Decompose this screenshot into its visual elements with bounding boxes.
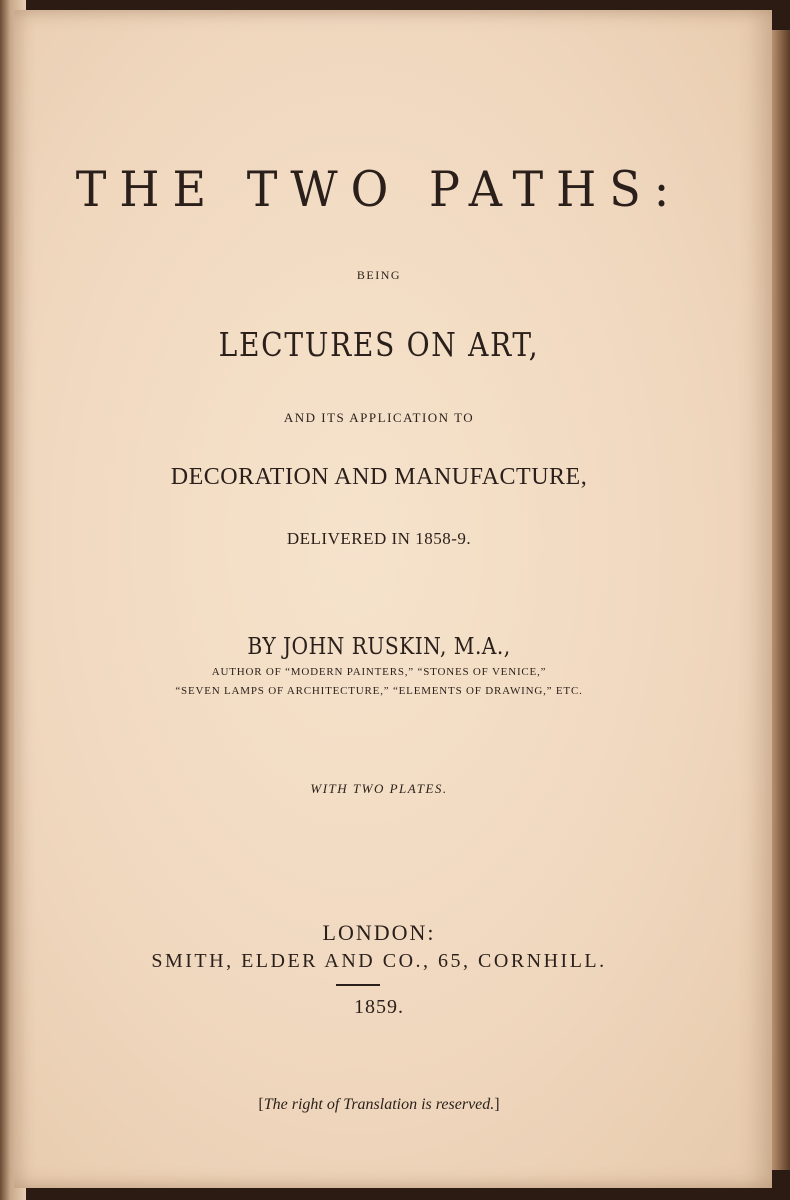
- plates-note: WITH TWO PLATES.: [310, 781, 448, 796]
- publisher-line: SMITH, ELDER AND CO., 65, CORNHILL.: [151, 950, 607, 972]
- rights-close-bracket: ]: [494, 1096, 500, 1113]
- book-title: THE TWO PATHS:: [75, 160, 683, 218]
- rights-text: The right of Translation is reserved.: [263, 1096, 495, 1113]
- publication-place: LONDON:: [322, 920, 436, 945]
- book-subtitle: LECTURES ON ART,: [218, 325, 540, 364]
- author-credits-line-1: AUTHOR OF “MODERN PAINTERS,” “STONES OF VENICE,”: [211, 666, 547, 678]
- rights-open-bracket: [: [258, 1096, 264, 1113]
- rights-notice: [14, 1096, 744, 1114]
- title-page: [14, 10, 772, 1188]
- application-line: AND ITS APPLICATION TO: [283, 410, 475, 425]
- being-label: BEING: [356, 268, 402, 282]
- subject-line: DECORATION AND MANUFACTURE,: [170, 464, 588, 490]
- divider-rule: [336, 984, 380, 986]
- author-line: BY JOHN RUSKIN, M.A.,: [247, 634, 511, 660]
- delivered-line: DELIVERED IN 1858-9.: [286, 529, 472, 548]
- publication-year: 1859.: [354, 996, 404, 1018]
- author-credits-line-2: “SEVEN LAMPS OF ARCHITECTURE,” “ELEMENTS OF DRAWING,” ETC.: [175, 685, 583, 697]
